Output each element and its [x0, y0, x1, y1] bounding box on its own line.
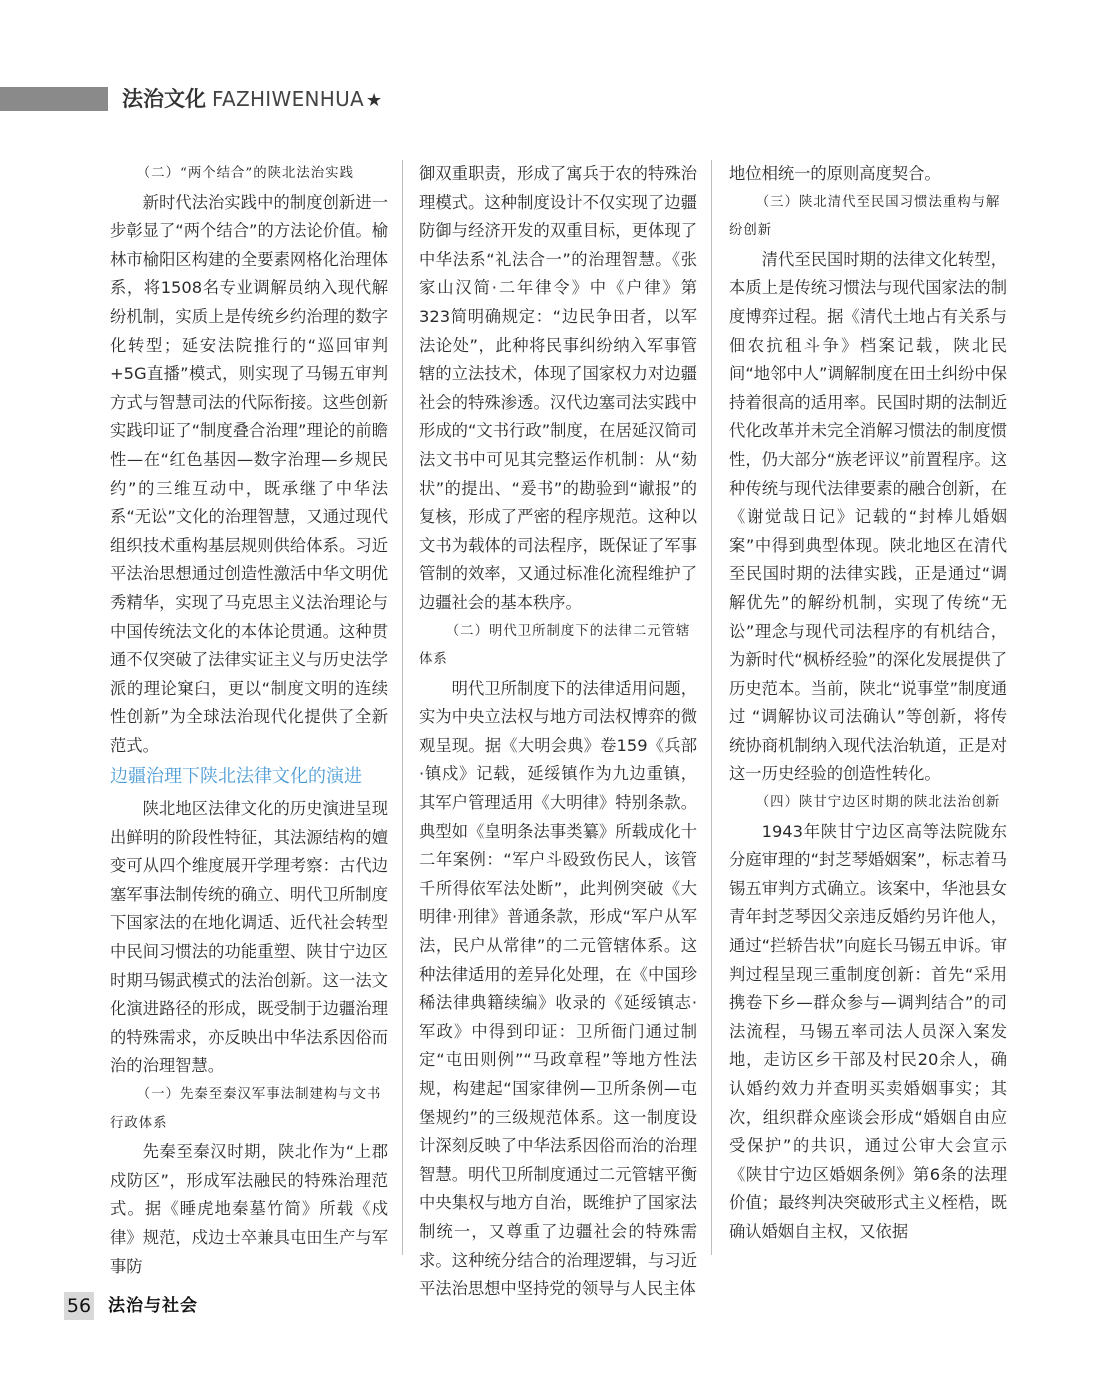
- column-divider: [402, 160, 403, 1255]
- running-header: [122, 84, 382, 114]
- column-divider: [711, 160, 712, 1255]
- paragraph: 1943年陕甘宁边区高等法院陇东分庭审理的“封芝琴婚姻案”，标志着马锡五审判方式确立。该案中，华池县女青年封芝琴因父亲违反婚约另许他人，通过“拦轿告状”向庭长马锡五申诉。审判过程呈现三重制度创新：首先“采用携卷下乡—群众参与—调判结合”的司法流程，马锡五率司法人员深入案发地，走访区乡干部及村民20余人，确认婚约效力并查明买卖婚姻事实；其次，组织群众座谈会形成“婚姻自由应受保护”的共识，通过公审大会宣示《陕甘宁边区婚姻条例》第6条的法理价值；最终判决突破形式主义桎梏，既确认婚姻自主权，又依据: [729, 821, 1007, 1241]
- paragraph: 先秦至秦汉时期，陕北作为“上郡戍防区”，形成军法融民的特殊治理范式。据《睡虎地秦墓竹简》所载《戍律》规范，戍边士卒兼具屯田生产与军事防: [110, 1142, 388, 1276]
- column-2: [419, 160, 697, 1299]
- star-icon: ★: [366, 90, 383, 111]
- paragraph: 地位相统一的原则高度契合。: [729, 164, 941, 183]
- header-bar: [0, 87, 108, 111]
- page-number: 56: [64, 1292, 94, 1320]
- subsection-heading: （二）明代卫所制度下的法律二元管辖体系: [419, 623, 691, 668]
- paragraph: 清代至民国时期的法律文化转型，本质上是传统习惯法与现代国家法的制度博弈过程。据《清代土地占有关系与佃农抗租斗争》档案记载，陕北民间“地邻中人”调解制度在田土纠纷中保持着很高的适用率。民国时期的法制近代化改革并未完全消解习惯法的制度惯性，仍大部分“族老评议”前置程序。这种传统与现代法律要素的融合创新，在《谢觉哉日记》记载的“封棒儿婚姻案”中得到典型体现。陕北地区在清代至民国时期的法律实践，正是通过“调解优先”的解纷机制，实现了传统“无讼”理念与现代司法程序的有机结合，为新时代“枫桥经验”的深化发展提供了历史范本。当前，陕北“说事堂”制度通过 “调解协议司法确认”等创新，将传统协商机制纳入现代法治轨道，正是对这一历史经验的创造性转化。: [729, 249, 1007, 784]
- column-3: [729, 160, 1007, 1260]
- section-heading: 边疆治理下陕北法律文化的演进: [110, 766, 362, 788]
- paragraph: 新时代法治实践中的制度创新进一步彰显了“两个结合”的方法论价值。榆林市榆阳区构建的全要素网格化治理体系，将1508名专业调解员纳入现代解纷机制，实质上是传统乡约治理的数字化转型；延安法院推行的“巡回审判+5G直播”模式，则实现了马锡五审判方式与智慧司法的代际衔接。这些创新实践印证了“制度叠合治理”理论的前瞻性—在“红色基因—数字治理—乡规民约”的三维互动中，既承继了中华法系“无讼”文化的治理智慧，又通过现代组织技术重构基层规则供给体系。习近平法治思想通过创造性激活中华文明优秀精华，实现了马克思主义法治理论与中国传统法文化的本体论贯通。这种贯通不仅突破了法律实证主义与历史法学派的理论窠臼，更以“制度文明的连续性创新”为全球法治现代化提供了全新范式。: [110, 192, 388, 755]
- header-title-cn: 法治文化: [122, 87, 206, 111]
- paragraph: 御双重职责，形成了寓兵于农的特殊治理模式。这种制度设计不仅实现了边疆防御与经济开发的双重目标，更体现了中华法系“礼法合一”的治理智慧。《张家山汉简·二年律令》中《户律》第323简明确规定：“边民争田者，以军法论处”，此种将民事纠纷纳入军事管辖的立法技术，体现了国家权力对边疆社会的特殊渗透。汉代边塞司法实践中形成的“文书行政”制度，在居延汉简司法文书中可见其完整运作机制：从“劾状”的提出、“爰书”的勘验到“谳报”的复核，形成了严密的程序规范。这种以文书为载体的司法程序，既保证了军事管制的效率，又通过标准化流程维护了边疆社会的基本秩序。: [419, 164, 697, 612]
- subsection-heading: （四）陕甘宁边区时期的陕北法治创新: [755, 795, 1001, 811]
- subsection-heading: （三）陕北清代至民国习惯法重构与解纷创新: [729, 194, 1001, 239]
- subsection-heading: （二）“两个结合”的陕北法治实践: [136, 166, 354, 181]
- journal-title: 法治与社会: [108, 1296, 198, 1316]
- header-title-en: FAZHIWENHUA: [212, 87, 365, 111]
- paragraph: 陕北地区法律文化的历史演进呈现出鲜明的阶段性特征，其法源结构的嬗变可从四个维度展开学理考察：古代边塞军事法制传统的确立、明代卫所制度下国家法的在地化调适、近代社会转型中民间习惯法的功能重塑、陕甘宁边区时期马锡武模式的法治创新。这一法文化演进路径的形成，既受制于边疆治理的特殊需求，亦反映出中华法系因俗而治的治理智慧。: [110, 799, 388, 1076]
- paragraph: 明代卫所制度下的法律适用问题，实为中央立法权与地方司法权博弈的微观呈现。据《大明会典》卷159《兵部·镇戍》记载，延绥镇作为九边重镇，其军户管理适用《大明律》特别条款。典型如《皇明条法事类纂》所载成化十二年案例：“军户斗殴致伤民人，该管千所得依军法处断”，此判例突破《大明律·刑律》普通条款，形成“军户从军法，民户从常律”的二元管辖体系。这种法律适用的差异化处理，在《中国珍稀法律典籍续编》收录的《延绥镇志·军政》中得到印证：卫所衙门通过制定“屯田则例”“马政章程”等地方性法规，构建起“国家律例—卫所条例—屯堡规约”的三级规范体系。这一制度设计深刻反映了中华法系因俗而治的治理智慧。明代卫所制度通过二元管辖平衡中央集权与地方自治，既维护了国家法制统一，又尊重了边疆社会的特殊需求。这种统分结合的治理逻辑，与习近平法治思想中坚持党的领导与人民主体: [419, 678, 697, 1299]
- subsection-heading: （一）先秦至秦汉军事法制建构与文书行政体系: [110, 1087, 382, 1131]
- column-1: [110, 160, 388, 1276]
